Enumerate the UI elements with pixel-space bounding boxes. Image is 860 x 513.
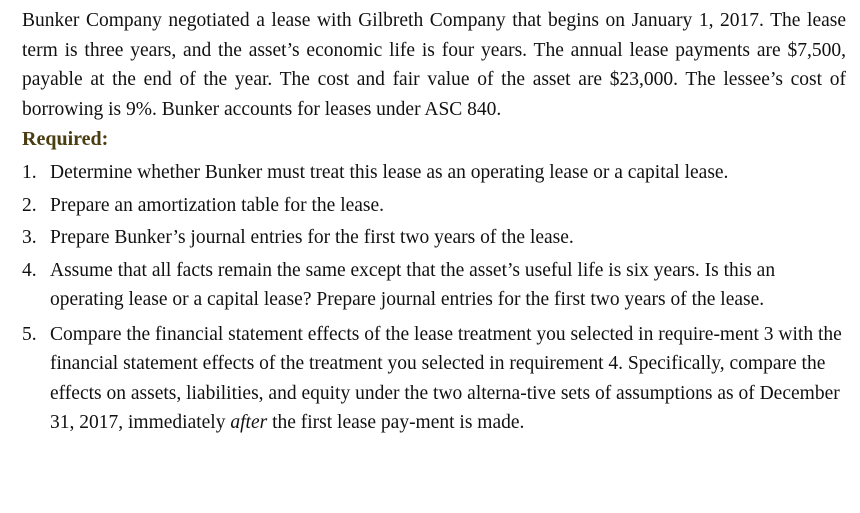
requirement-number: 5. (22, 323, 37, 345)
requirement-item-4 (22, 256, 846, 315)
requirement-item-3 (22, 223, 846, 253)
requirement-item-2 (22, 191, 846, 221)
requirement-item-1 (22, 158, 846, 188)
requirement-number: 3. (22, 227, 37, 248)
requirement-item-5 (22, 320, 846, 438)
requirement-text: Determine whether Bunker must treat this lease as an operating lease or a capital lease. (50, 162, 729, 183)
required-heading: Required: (22, 128, 109, 150)
requirement-text: Assume that all facts remain the same except that the asset’s useful life is six years. Is this an operating lease or a capital lease? Prepare journal entries for the first two years of the lease. (50, 259, 776, 310)
requirement-text-before: Compare the financial statement effects of the lease treatment you selected in require-ment 3 with the financial statement effects of the treatment you selected in requirement 4. Specifically, compare the effects on assets, liabilities, and equity under the two alterna-tive sets of assumptions as of December 31, 2017, immediately (50, 323, 842, 433)
problem-intro: Bunker Company negotiated a lease with Gilbreth Company that begins on January 1, 2017. The lease term is three years, and the asset’s economic life is four years. The annual lease payments are $7,500, payable at the end of the year. The cost and fair value of the asset are $23,000. The lessee’s cost of borrowing is 9%. Bunker accounts for leases under ASC 840. (22, 10, 846, 120)
requirement-number: 1. (22, 162, 37, 183)
requirement-emphasis: after (230, 412, 268, 433)
requirement-text: Prepare Bunker’s journal entries for the first two years of the lease. (50, 227, 574, 248)
requirement-text-after: the first lease pay-ment is made. (267, 412, 525, 433)
requirement-number: 2. (22, 194, 37, 216)
requirements-list (22, 158, 846, 438)
requirement-text: Prepare an amortization table for the lease. (50, 194, 385, 216)
requirement-number: 4. (22, 259, 37, 281)
